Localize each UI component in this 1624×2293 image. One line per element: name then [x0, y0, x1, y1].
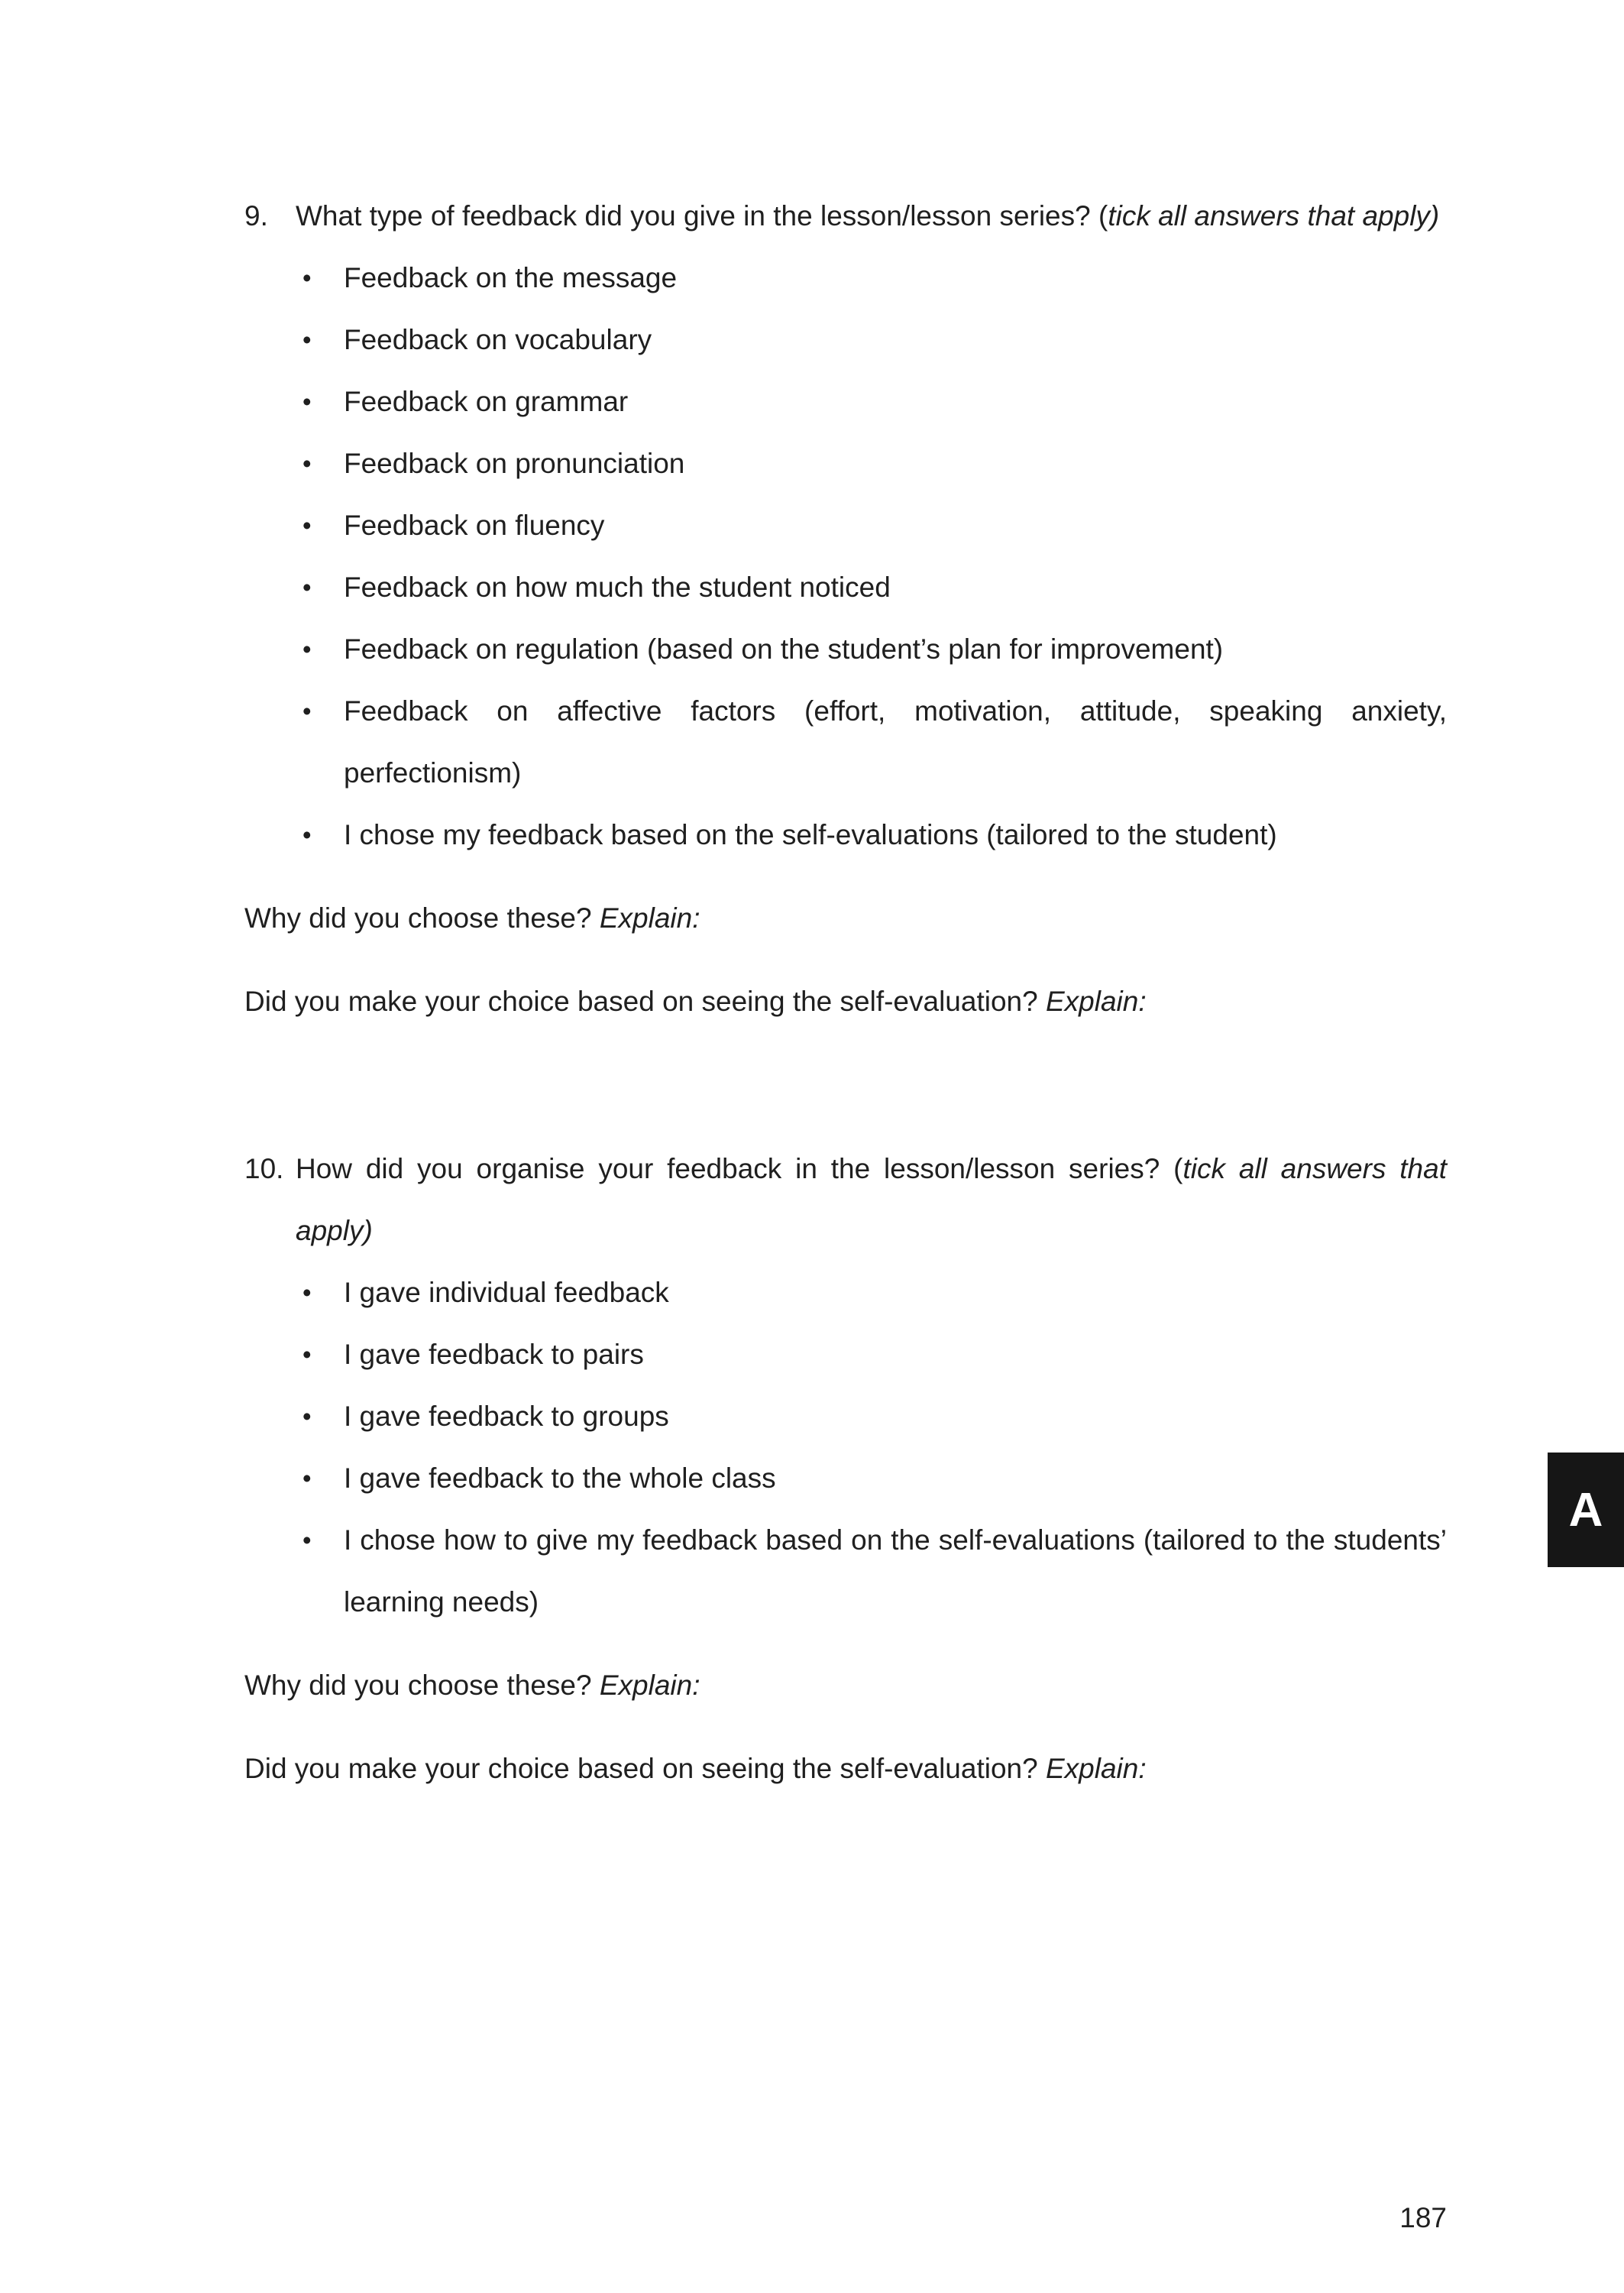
- question-number: 9.: [244, 200, 268, 232]
- list-item: [302, 680, 1447, 804]
- question-prompt-italic: tick all answers that apply): [296, 1153, 1447, 1246]
- question-prompt-text: What type of feedback did you give in the lesson/lesson series? (: [296, 200, 1108, 232]
- bullet-icon: •: [302, 635, 312, 663]
- followup-explain-label: Explain:: [1045, 1753, 1147, 1784]
- bullet-icon: •: [302, 1278, 312, 1307]
- question-number: 10.: [244, 1153, 284, 1184]
- bullet-icon: •: [302, 511, 312, 539]
- list-item: [302, 432, 1447, 494]
- bullet-icon: •: [302, 449, 312, 478]
- bullet-icon: •: [302, 821, 312, 849]
- followup-text: Why did you choose these?: [244, 1670, 600, 1701]
- question-heading: [244, 1138, 1447, 1261]
- list-item: [302, 804, 1447, 866]
- appendix-tab: [1548, 1453, 1624, 1567]
- answer-option-text: I gave feedback to the whole class: [344, 1462, 776, 1494]
- followup-explain-label: Explain:: [599, 1670, 700, 1701]
- followup-explain-label: Explain:: [1045, 986, 1147, 1017]
- answer-option-text: I chose my feedback based on the self-evaluations (tailored to the student): [344, 819, 1277, 850]
- bullet-icon: •: [302, 1340, 312, 1368]
- list-item: [302, 1323, 1447, 1385]
- answer-option-text: Feedback on pronunciation: [344, 448, 685, 479]
- page-content: [244, 185, 1447, 1799]
- answer-option-text: I gave feedback to groups: [344, 1401, 669, 1432]
- question-prompt: [296, 1138, 1447, 1261]
- answer-option-text: I gave feedback to pairs: [344, 1339, 644, 1370]
- list-item: [302, 1447, 1447, 1509]
- followup-text: Did you make your choice based on seeing the self-evaluation?: [244, 986, 1046, 1017]
- question-prompt: [296, 185, 1447, 247]
- answer-option-text: Feedback on grammar: [344, 386, 629, 417]
- followup-explain-label: Explain:: [599, 902, 700, 934]
- answer-option-text: Feedback on the message: [344, 262, 678, 293]
- answer-option-text: I gave individual feedback: [344, 1277, 669, 1308]
- followup-text: Why did you choose these?: [244, 902, 600, 934]
- appendix-tab-label: A: [1568, 1483, 1603, 1537]
- answer-option-list: [244, 1261, 1447, 1633]
- followup-question: [244, 1654, 1447, 1716]
- bullet-icon: •: [302, 1464, 312, 1492]
- list-item: [302, 556, 1447, 618]
- answer-option-text: Feedback on vocabulary: [344, 324, 652, 355]
- question-prompt-italic: tick all answers that apply): [1108, 200, 1440, 232]
- list-item: [302, 371, 1447, 432]
- answer-option-text: I chose how to give my feedback based on the self-evaluations (tailored to the students’ learning needs): [344, 1524, 1447, 1618]
- bullet-icon: •: [302, 1526, 312, 1554]
- answer-option-text: Feedback on affective factors (effort, motivation, attitude, speaking anxiety, perfectionism): [344, 695, 1447, 789]
- question-heading: [244, 185, 1447, 247]
- list-item: [302, 618, 1447, 680]
- answer-option-text: Feedback on how much the student noticed: [344, 572, 891, 603]
- bullet-icon: •: [302, 1402, 312, 1430]
- followup-question: [244, 1738, 1447, 1799]
- answer-option-text: Feedback on fluency: [344, 510, 605, 541]
- question-9: [244, 185, 1447, 1032]
- list-item: [302, 1509, 1447, 1633]
- answer-option-text: Feedback on regulation (based on the student’s plan for improvement): [344, 633, 1224, 665]
- list-item: [302, 1385, 1447, 1447]
- question-prompt-text: How did you organise your feedback in the lesson/lesson series? (: [296, 1153, 1183, 1184]
- bullet-icon: •: [302, 264, 312, 292]
- bullet-icon: •: [302, 573, 312, 601]
- list-item: [302, 1261, 1447, 1323]
- followup-question: [244, 887, 1447, 949]
- question-10: [244, 1138, 1447, 1799]
- page-number: 187: [1399, 2202, 1447, 2233]
- followup-question: [244, 970, 1447, 1032]
- list-item: [302, 494, 1447, 556]
- list-item: [302, 247, 1447, 309]
- answer-option-list: [244, 247, 1447, 866]
- bullet-icon: •: [302, 387, 312, 416]
- bullet-icon: •: [302, 697, 312, 725]
- bullet-icon: •: [302, 325, 312, 354]
- followup-text: Did you make your choice based on seeing the self-evaluation?: [244, 1753, 1046, 1784]
- list-item: [302, 309, 1447, 371]
